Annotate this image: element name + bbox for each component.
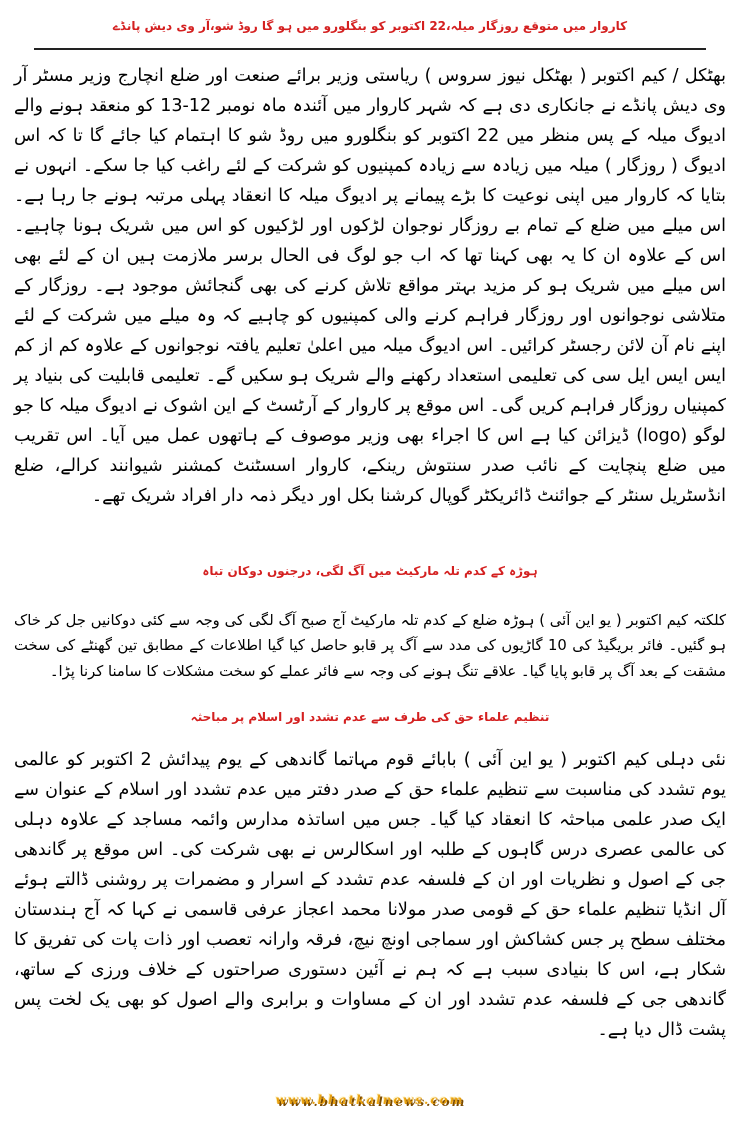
article-1-body: بھٹکل / کیم اکتوبر ( بھٹکل نیوز سروس ) ریاستی وزیر برائے صنعت اور ضلع انچارج وزیر مسٹر آر وی دیش پانڈے نے جانکاری دی ہے کہ شہر کاروار میں آئندہ ماہ نومبر 12-13 کو منعقد ہونے والے ادیوگ میلہ کے پس منظر میں 22 اکتوبر کو بنگلورو میں روڈ شو کا اہتمام کیا جائے گا تا کہ اس ادیوگ ( روزگار ) میلہ میں زیادہ سے زیادہ کمپنیوں کو شرکت کے لئے راغب کیا جا سکے۔ انہوں نے بتایا کہ کاروار میں اپنی نوعیت کا بڑے پیمانے پر ادیوگ میلہ کا انعقاد پہلی مرتبہ ہونے جا رہا ہے۔ اس میلے میں ضلع کے تمام بے روزگار نوجوان لڑکوں اور لڑکیوں کو اس میں شریک ہونا چاہیے۔ اس کے علاوہ ان کا یہ بھی کہنا تھا کہ اب جو لوگ فی الحال برسر ملازمت ہیں ان کے لئے بھی اس میلے میں شریک ہو کر مزید بہتر مواقع تلاش کرنے کی بھی گنجائش موجود ہے۔ روزگار کے متلاشی نوجوانوں اور روزگار فراہم کرنے والی کمپنیوں کو چاہیے کہ وہ میلے میں شرکت کے لئے اپنے نام آن لائن رجسٹر کرائیں۔ اس ادیوگ میلہ میں اعلیٰ تعلیم یافتہ نوجوانوں کے علاوہ کم از کم ایس ایس ایل سی کی تعلیمی استعداد رکھنے والے شریک ہو سکیں گے۔ تعلیمی قابلیت کی بنیاد پر کمپنیاں روزگار فراہم کریں گی۔ اس موقع پر کاروار کے آرٹسٹ کے این اشوک نے ادیوگ میلہ کا جو لوگو (logo) ڈیزائن کیا ہے اس کا اجراء بھی وزیر موصوف کے ہاتھوں عمل میں آیا۔ اس تقریب میں ضلع پنچایت کے نائب صدر سنتوش رینکے، کاروار اسسٹنٹ کمشنر شیوانند کرالے، ضلع انڈسٹریل سنٹر کے جوائنٹ ڈائریکٹر گوپال کرشنا بکل اور دیگر ذمہ دار افراد شریک تھے۔: [14, 66, 727, 506]
article-1-headline: کاروار میں متوقع روزگار میلہ،22 اکتوبر کو بنگلورو میں ہو گا روڈ شو،آر وی دیش پانڈے: [112, 19, 628, 33]
article-2-headline: ہوڑہ کے کدم تلہ مارکیٹ میں آگ لگی، درجنوں دوکان تباہ: [202, 564, 538, 578]
site-watermark: www.bhatkalnews.com: [275, 1093, 465, 1107]
article-3-headline: تنظیم علماء حق کی طرف سے عدم تشدد اور اسلام پر مباحثہ: [190, 710, 550, 724]
article-3-body: نئی دہلی کیم اکتوبر ( یو این آئی ) بابائے قوم مہاتما گاندھی کے یوم پیدائش 2 اکتوبر کو عالمی یوم تشدد کی مناسبت سے تنظیم علماء حق کے صدر دفتر میں عدم تشدد اور اسلام کے عنوان سے ایک صدر علمی مباحثہ کا انعقاد کیا گیا۔ جس میں اساتذہ مدارس وائمہ مساجد کے علاوہ دہلی کی عالمی عصری درس گاہوں کے طلبہ اور اسکالرس نے بھی شرکت کی۔ اس موقع پر گاندھی جی کے اصول و نظریات اور ان کے فلسفہ عدم تشدد کے اسرار و مضمرات پر روشنی ڈالتے ہوئے آل انڈیا تنظیم علماء حق کے قومی صدر مولانا محمد اعجاز عرفی قاسمی نے کہا کہ آج ہندستان مختلف سطح پر جس کشاکش اور سماجی اونچ نیچ، فرقہ وارانہ تعصب اور ذات پات کی تفریق کا شکار ہے، اس کا بنیادی سبب ہے کہ ہم نے آئین دستوری صراحتوں کے خلاف ورزی کے ساتھ، گاندھی جی کے فلسفہ عدم تشدد اور ان کے مساوات و برابری والے اصول کو بھی یک لخت پس پشت ڈال دیا ہے۔: [14, 750, 726, 1040]
headline-divider: [34, 48, 706, 50]
article-2-body: کلکتہ کیم اکتوبر ( یو این آئی ) ہوڑہ ضلع کے کدم تلہ مارکیٹ آج صبح آگ لگی کی وجہ سے کئی دوکانیں جل کر خاک ہو گئیں۔ فائر بریگیڈ کی 10 گاڑیوں کی مدد سے آگ پر قابو حاصل کیا گیا اطلاعات کے مطابق تین گھنٹے کی سخت مشقت کے بعد آگ پر قابو پایا گیا۔ علاقے تنگ ہونے کی وجہ سے فائر عملے کو سخت مشکلات کا سامنا کرنا پڑا۔: [14, 612, 727, 680]
